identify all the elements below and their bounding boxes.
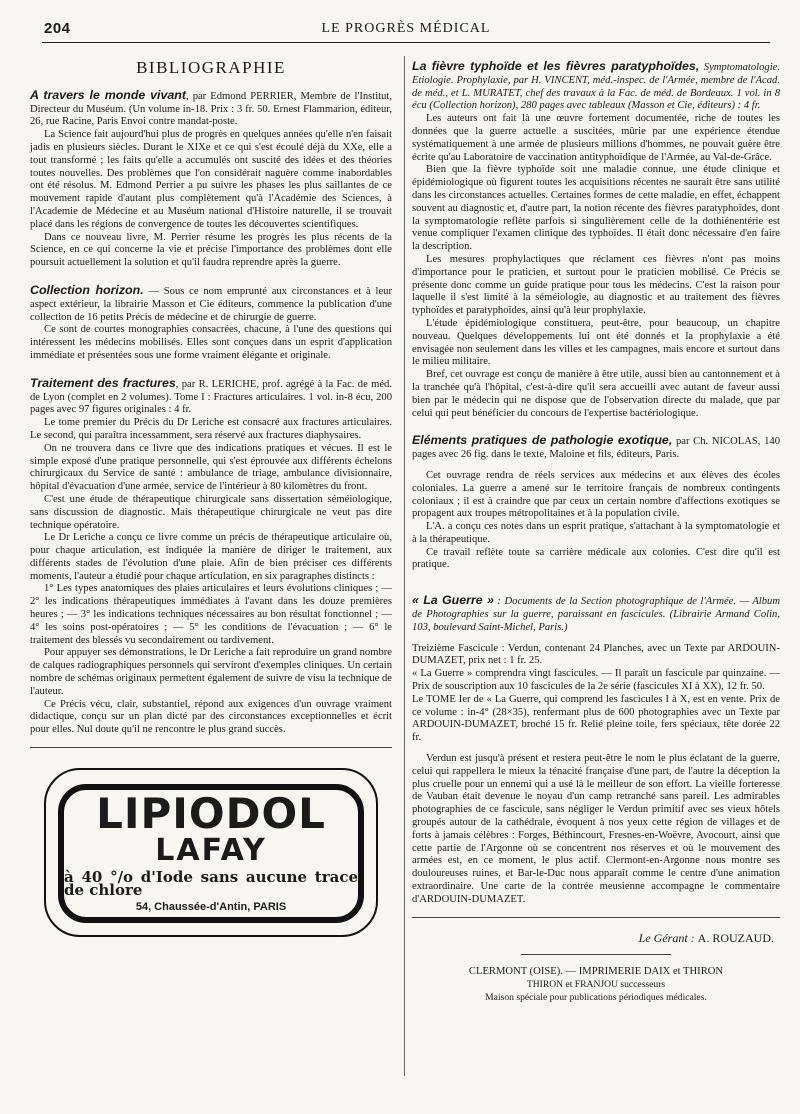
left-column [30, 58, 392, 937]
paragraph: Ce Précis vécu, clair, substantiel, répond aux exigences d'un ouvrage vraiment didactique, conçu sur un plan dicté par des circonstances exceptionnelles et écrit pour elles. Nul doute qu'il ne rencontre le plus grand succès. [30, 698, 392, 736]
printer-imprint [412, 965, 780, 1004]
paragraph: Ce sont de courtes monographies consacrées, chacune, à l'une des questions qui intéressent les médecins mobilisés. Elles sont conçues dans un esprit d'application immédiate et présentées sous une forme vraiment élégante et originale. [30, 324, 392, 361]
paragraph: C'est une étude de thérapeutique chirurgicale sans dissertation séméiologique, sans discussion de diagnostic. Mais thérapeutique chirurgicale ne veut pas dire technique opératoire. [30, 493, 392, 531]
ad-address: 54, Chaussée-d'Antin, PARIS [135, 900, 287, 913]
review-entry-perrier [30, 89, 392, 270]
entry-title: Traitement des fractures [30, 375, 176, 390]
advertisement-lipiodol [44, 768, 378, 937]
review-entry-la-guerre [412, 594, 780, 906]
entry-reference: Symptomatologie. Etiologie. Prophylaxie, par H. VINCENT, méd.-inspec. de l'Armée, membre de l'Acad. de méd., et L. MURATET, chef des travaux à la Fac. de méd. de Bordeaux. 1 vol. in 8 écu (Collection horizon), 280 pages avec tableaux (Masson et Cie, éditeurs) : 4 fr. [412, 62, 780, 112]
paragraph: Le Dr Leriche a conçu ce livre comme un précis de thérapeutique articulaire où, pour chaque articulation, est indiquée la manière de diriger le traitement, aux différents stades de l'évolution d'une plaie. Afin de bien préciser ces différents moments, l'auteur a étudié pour chaque articulation, en six paragraphes distincts : [30, 532, 392, 582]
paragraph: L'A. a conçu ces notes dans un esprit pratique, s'attachant à la symptomatologie et à la thérapeutique. [412, 521, 780, 545]
horizontal-rule [412, 917, 780, 918]
entry-title: La fièvre typhoïde et les fièvres paratyphoïdes, [412, 59, 700, 73]
paragraph: Cet ouvrage rendra de réels services aux médecins et aux élèves des écoles coloniales. La guerre a amené sur le territoire français de nombreux contingents coloniaux ; il est à craindre que par ceux un certain nombre d'affections exotiques se propagent aux troupes métropolitaines et à la population civile. [412, 469, 780, 520]
review-entry-nicolas [412, 434, 780, 572]
paragraph: L'étude épidémiologique constituera, peut-être, pour beaucoup, un chapitre nouveau. Quelques développements lui ont été donnés et la prophylaxie a été envisagée non seulement dans les villes et les campagnes, mais encore et surtout dans le milieu militaire. [412, 317, 780, 368]
manager-label: Le Gérant : [638, 930, 695, 945]
paragraph: Bref, cet ouvrage est conçu de manière à être utile, aussi bien au cantonnement et à la tranchée qu'à l'hôpital, c'est-à-dire qu'il sera accueilli avec autant de faveur aussi bien par le médecin qui ne dispose que de l'observation directe du malade, que par celui qui peut bénéficier du concours de l'expertise bactériologique. [412, 369, 780, 419]
paragraph: Treizième Fascicule : Verdun, contenant 24 Planches, avec un Texte par ARDOUIN-DUMAZET, prix net : 1 fr. 25. [412, 642, 780, 667]
paragraph: Les mesures prophylactiques que réclament ces fièvres n'ont pas moins d'importance pour le praticien, et surtout pour le praticien mobilisé. Ce Précis se présente donc comme un guide pratique pour tous les médecins. C'est la raison pour laquelle il s'est limité à la séméiologie, au diagnostic et au traitement des fièvres typhoïdes et paratyphoïdes, ainsi qu'à leur prophylaxie. [412, 253, 780, 317]
paragraph: Le TOME Ier de « La Guerre, qui comprend les fascicules I à X, est en vente. Prix de ce volume : in-4° (28×35), renfermant plus de 600 photographies avec un Texte par ARDOUIN-DUMAZET, broché 15 fr. Relié pleine toile, fers spéciaux, tête dorée 22 fr. [412, 693, 780, 744]
entry-reference: , par R. LERICHE, prof. agrégé à la Fac. de méd. de Lyon (complet en 2 volumes). Tome I : Fractures articulaires. 1 vol. in-8 écu, 200 pages avec 97 figures originales : 4 fr. [30, 378, 392, 416]
entry-reference: — Sous ce nom emprunté aux circonstances et à leur aspect extérieur, la librairie Masson et Cie éditeurs, commence la publication d'une collection de 16 petits Précis de médecine et de chirurgie de guerre. [30, 285, 392, 323]
paragraph: Dans ce nouveau livre, M. Perrier résume les progrès les plus récents de la Science, en ce qui concerne la vie et précise l'importance des problèmes dont elle poursuit actuellement la solution et qu'il faudra reprendre après la guerre. [30, 231, 392, 269]
entry-title: A travers le monde vivant [30, 87, 186, 102]
entry-title: « La Guerre » [412, 593, 494, 608]
paragraph: Verdun est jusqu'à présent et restera peut-être le nom le plus éclatant de la guerre, celui qui rappellera le mieux la ténacité française d'une part, de l'autre la déception la plus cruelle pour un ennemi qui a usé là le meilleur de son effort. La vieille forteresse de Vauban était devenue le noyau d'un camp retranché sans pareil. Les admirables photographies de ce fascicule, sans négliger le Verdun primitif avec ses vieux hôtels groupés autour de la cathédrale, évoquent à nos yeux cette région de villages et de forts à jamais célèbres : Forges, Béthincourt, Fresnes-en-Woëvre, Avocourt, ainsi que cette partie de l'Argonne où se concentrent nos réserves et où le mouvement des armées est, en ce moment, le plus actif. Clermont-en-Argonne nous montre ses douloureuses ruines, et Bar-le-Duc nous apparaît comme le centre d'une animation extraordinaire. Une carte de la contrée meusienne accompagne le commentaire d'ARDOUIN-DUMAZET. [412, 753, 780, 905]
review-entry-leriche [30, 377, 392, 737]
horizontal-rule [30, 747, 392, 748]
manager-name: A. ROUZAUD. [697, 930, 774, 945]
review-entry-horizon [30, 284, 392, 363]
paragraph: 1° Les types anatomiques des plaies articulaires et leurs évolutions cliniques ; — 2° les indications thérapeutiques immédiates à l'avant dans les douze premières heures ; — 3° les indications techniques nécessaires au bon résultat fonctionnel ; — 4° les soins post-opératoires ; — 5° les conditions de l'évacuation ; — 6° le traitement des blessés vu secondairement ou tardivement. [30, 583, 392, 646]
manager-signature [412, 932, 774, 945]
paragraph: On ne trouvera dans ce livre que des indications pratiques et vécues. Il est le simple exposé d'une pratique personnelle, qui s'est éprouvée aux différents échelons chirurgicaux du Service de santé : ambulance de triage, ambulance divisionnaire, hôpital d'évacuation d'une armée, service de l'intérieur à 80 kilomètres du front. [30, 442, 392, 493]
entry-reference: : Documents de la Section photographique de l'Armée. — Album de Photographies sur la guerre, paraissant en fascicules. (Librairie Armand Colin, 103, boulevard Saint-Michel, Paris.) [412, 596, 780, 633]
paragraph: Ce travail reflète toute sa carrière médicale aux colonies. C'est dire qu'il est pratique. [412, 546, 780, 571]
ad-maker: LAFAY [155, 833, 267, 869]
entry-reference: , par Edmond PERRIER, Membre de l'Institut, Directeur du Muséum. (Un volume in-18. Prix : 3 fr. 50. Ernest Flammarion, éditeur, 26, rue Racine, Paris Envoi contre mandat-poste. [30, 90, 392, 128]
entry-title: Eléments pratiques de pathologie exotique, [412, 433, 673, 448]
column-divider [404, 56, 405, 1076]
ad-brand: LIPIODOL [96, 789, 326, 839]
journal-title: LE PROGRÈS MÉDICAL [321, 21, 491, 36]
printer-line: Maison spéciale pour publications périodiques médicales. [485, 992, 707, 1004]
paragraph: La Science fait aujourd'hui plus de progrès en quelques années qu'elle n'en faisait jadis en plusieurs siècles. Durant le XIXe et ce qui s'est écoulé déjà du XXe, elle a tout transformé ; les faits qu'elle a accumulés ont suscité des idées et des théories toutes nouvelles. Des problèmes que l'on considérait naguère comme inabordables ont été résolus. M. Edmond Perrier a pu suivre les phases les plus saillantes de ce mouvement rapide d'autant plus complètement qu'à l'Académie des Sciences, à l'Academie de Médecine et au Muséum national d'Histoire naturelle, il se trouvait placé dans les régions de convergence de toutes les découvertes scientifiques. [30, 129, 392, 230]
review-entry-vincent [412, 60, 780, 420]
printer-line: THIRON et FRANJOU successeurs [526, 979, 666, 991]
entry-reference: par Ch. NICOLAS, 140 pages avec 26 fig. dans le texte, Maloine et fils, éditeurs, Paris. [412, 436, 780, 461]
running-header [42, 18, 770, 43]
page-number: 204 [44, 20, 71, 37]
entry-title: Collection horizon. [30, 282, 144, 297]
ad-frame [58, 784, 364, 923]
paragraph: Les auteurs ont fait là une œuvre fortement documentée, riche de toutes les données que la guerre actuelle a suscitées, mûrie par une expérience étendue systématiquement à une armée de plusieurs millions d'hommes, ne pouvait guère être écrite qu'au Laboratoire de vaccination antityphoïdique de l'Armée, au Val-de-Grâce. [412, 113, 780, 163]
paragraph: Le tome premier du Précis du Dr Leriche est consacré aux fractures articulaires. Le second, qui paraîtra incessamment, sera réservé aux fractures diaphysaires. [30, 417, 392, 441]
right-column [412, 58, 780, 1004]
ad-tagline: à 40 °/o d'Iode sans aucune trace de chlore [64, 868, 358, 900]
paragraph: Bien que la fièvre typhoïde soit une maladie connue, une étude clinique et épidémiologique où figurent toutes les acquisitions récentes ne saurait être sans utilité dans les circonstances actuelles. Certaines formes de cette maladie, en effet, échappent souvent au diagnostic et, d'autre part, la notion récente des fièvres paratyphoïdes, dont la symptomatologie reflète parfois si singulièrement celle de la dothiénentérie est venue compliquer l'examen clinique des typhoïdes. Il était donc nécessaire d'en faire la description. [412, 164, 780, 253]
short-rule [521, 954, 671, 955]
section-title: BIBLIOGRAPHIE [136, 58, 286, 77]
paragraph: « La Guerre » comprendra vingt fascicules. — Il paraît un fascicule par quinzaine. — Prix de souscription aux 10 fascicules de la 2e série (fascicules XI à XX), 12 fr. 50. [412, 668, 780, 693]
printer-line: CLERMONT (OISE). — IMPRIMERIE DAIX et THIRON [468, 966, 724, 978]
paragraph: Pour appuyer ses démonstrations, le Dr Leriche a fait reproduire un grand nombre de calques radiographiques personnels qui serviront d'exemples cliniques. Un certain nombre de schémas originaux permettent également de suivre de visu la technique de l'auteur. [30, 647, 392, 697]
